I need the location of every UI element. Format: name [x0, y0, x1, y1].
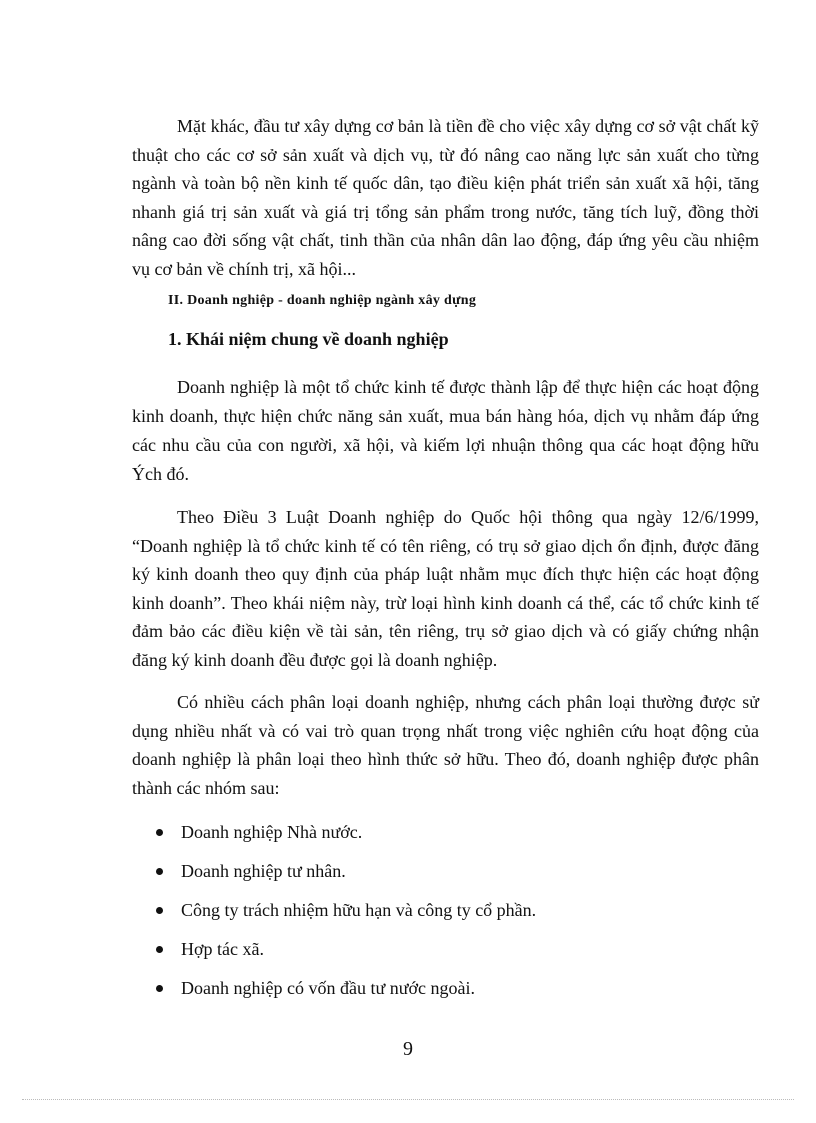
bullet-icon — [156, 985, 163, 992]
footer-divider — [22, 1099, 794, 1100]
bullet-icon — [156, 868, 163, 875]
list-item — [156, 859, 759, 883]
section-heading: II. Doanh nghiệp - doanh nghiệp ngành xây dựng — [168, 293, 477, 308]
list-item-text: Hợp tác xã. — [181, 939, 264, 959]
list-item-text: Công ty trách nhiệm hữu hạn và công ty cổ phần. — [181, 900, 537, 920]
paragraph-investment-role: Mặt khác, đầu tư xây dựng cơ bản là tiền đề cho việc xây dựng cơ sở vật chất kỹ thuật cho các cơ sở sản xuất và dịch vụ, từ đó nâng cao năng lực sản xuất cho từng ngành và toàn bộ nền kinh tế quốc dân, tạo điều kiện phát triển sản xuất xã hội, tăng nhanh giá trị sản xuất và giá trị tổng sản phẩm trong nước, tăng tích luỹ, đồng thời nâng cao đời sống vật chất, tinh thần của nhân dân lao động, đáp ứng yêu cầu nhiệm vụ cơ bản về chính trị, xã hội... — [132, 116, 759, 279]
bullet-icon — [156, 829, 163, 836]
list-item — [156, 898, 759, 922]
page-number: 9 — [403, 1038, 413, 1060]
enterprise-type-list — [156, 820, 759, 1000]
list-item — [156, 937, 759, 961]
bullet-icon — [156, 907, 163, 914]
list-item — [156, 976, 759, 1000]
page-body — [132, 112, 759, 1015]
paragraph-enterprise-definition: Doanh nghiệp là một tổ chức kinh tế được thành lập để thực hiện các hoạt động kinh doanh, thực hiện chức năng sản xuất, mua bán hàng hóa, dịch vụ nhằm đáp ứng các nhu cầu của con người, xã hội, và kiếm lợi nhuận thông qua các hoạt động hữu Ých đó. — [132, 377, 759, 484]
paragraph-enterprise-law: Theo Điều 3 Luật Doanh nghiệp do Quốc hội thông qua ngày 12/6/1999, “Doanh nghiệp là tổ chức kinh tế có tên riêng, có trụ sở giao dịch ổn định, được đăng ký kinh doanh theo quy định của pháp luật nhằm mục đích thực hiện các hoạt động kinh doanh”. Theo khái niệm này, trừ loại hình kinh doanh cá thể, các tổ chức kinh tế đảm bảo các điều kiện về tài sản, tên riêng, trụ sở giao dịch và có giấy chứng nhận đăng ký kinh doanh đều được gọi là doanh nghiệp. — [132, 507, 759, 670]
subsection-heading: 1. Khái niệm chung về doanh nghiệp — [168, 329, 449, 349]
list-item — [156, 820, 759, 844]
list-item-text: Doanh nghiệp Nhà nước. — [181, 822, 363, 842]
bullet-icon — [156, 946, 163, 953]
list-item-text: Doanh nghiệp tư nhân. — [181, 861, 346, 881]
paragraph-classification: Có nhiều cách phân loại doanh nghiệp, nhưng cách phân loại thường được sử dụng nhiều nhất và có vai trò quan trọng nhất trong việc nghiên cứu hoạt động của doanh nghiệp là phân loại theo hình thức sở hữu. Theo đó, doanh nghiệp được phân thành các nhóm sau: — [132, 692, 759, 798]
list-item-text: Doanh nghiệp có vốn đầu tư nước ngoài. — [181, 978, 475, 998]
